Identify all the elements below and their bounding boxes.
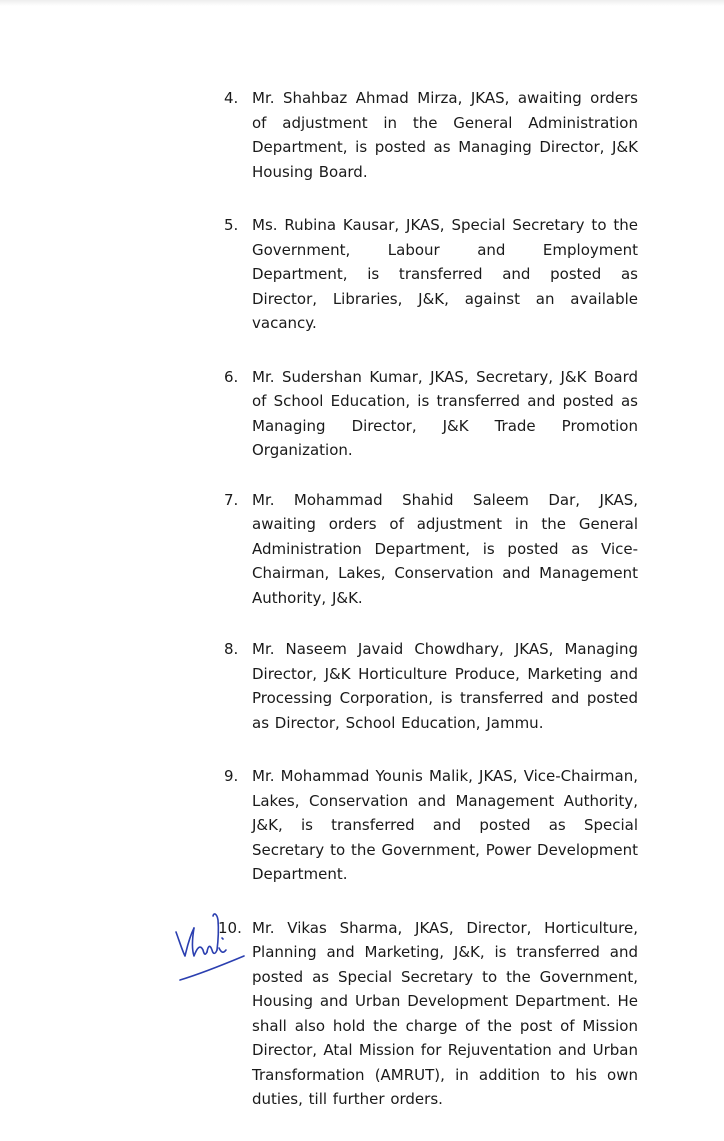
order-list [218, 86, 638, 1141]
order-item-10 [218, 916, 638, 1112]
order-text: Mr. Mohammad Younis Malik, JKAS, Vice-Chairman, Lakes, Conservation and Management Authority, J&K, is transferred and posted as Special Secretary to the Government, Power Development Department. [252, 767, 638, 883]
order-text: Mr. Vikas Sharma, JKAS, Director, Horticulture, Planning and Marketing, J&K, is transferred and posted as Special Secretary to the Government, Housing and Urban Development Department. He shall also hold the charge of the post of Mission Director, Atal Mission for Rejuventation and Urban Transformation (AMRUT), in addition to his own duties, till further orders. [252, 918, 638, 1108]
order-item-8 [218, 637, 638, 735]
order-item-9 [218, 764, 638, 887]
order-number: 8. [224, 640, 239, 658]
order-text: Mr. Mohammad Shahid Saleem Dar, JKAS, awaiting orders of adjustment in the General Administration Department, is posted as Vice-Chairman, Lakes, Conservation and Management Authority, J&K. [252, 490, 638, 607]
scan-top-edge [0, 0, 724, 6]
order-item-5 [218, 213, 638, 336]
order-number: 5. [224, 216, 239, 234]
order-item-7 [218, 488, 638, 611]
order-number: 4. [224, 89, 239, 107]
order-number: 7. [224, 490, 239, 509]
order-number: 10. [218, 918, 242, 937]
order-number: 9. [224, 767, 239, 785]
order-text: Mr. Naseem Javaid Chowdhary, JKAS, Managing Director, J&K Horticulture Produce, Marketing and Processing Corporation, is transferred and posted as Director, School Education, Jammu. [252, 640, 638, 732]
order-item-4 [218, 86, 638, 184]
order-text: Ms. Rubina Kausar, JKAS, Special Secretary to the Government, Labour and Employment Department, is transferred and posted as Director, Libraries, J&K, against an available vacancy. [252, 216, 638, 332]
order-text: Mr. Shahbaz Ahmad Mirza, JKAS, awaiting orders of adjustment in the General Administration Department, is posted as Managing Director, J&K Housing Board. [252, 89, 638, 181]
order-text: Mr. Sudershan Kumar, JKAS, Secretary, J&K Board of School Education, is transferred and posted as Managing Director, J&K Trade Promotion Organization. [252, 367, 638, 459]
order-item-6 [218, 365, 638, 463]
order-number: 6. [224, 367, 239, 386]
handwritten-signature [170, 904, 250, 984]
